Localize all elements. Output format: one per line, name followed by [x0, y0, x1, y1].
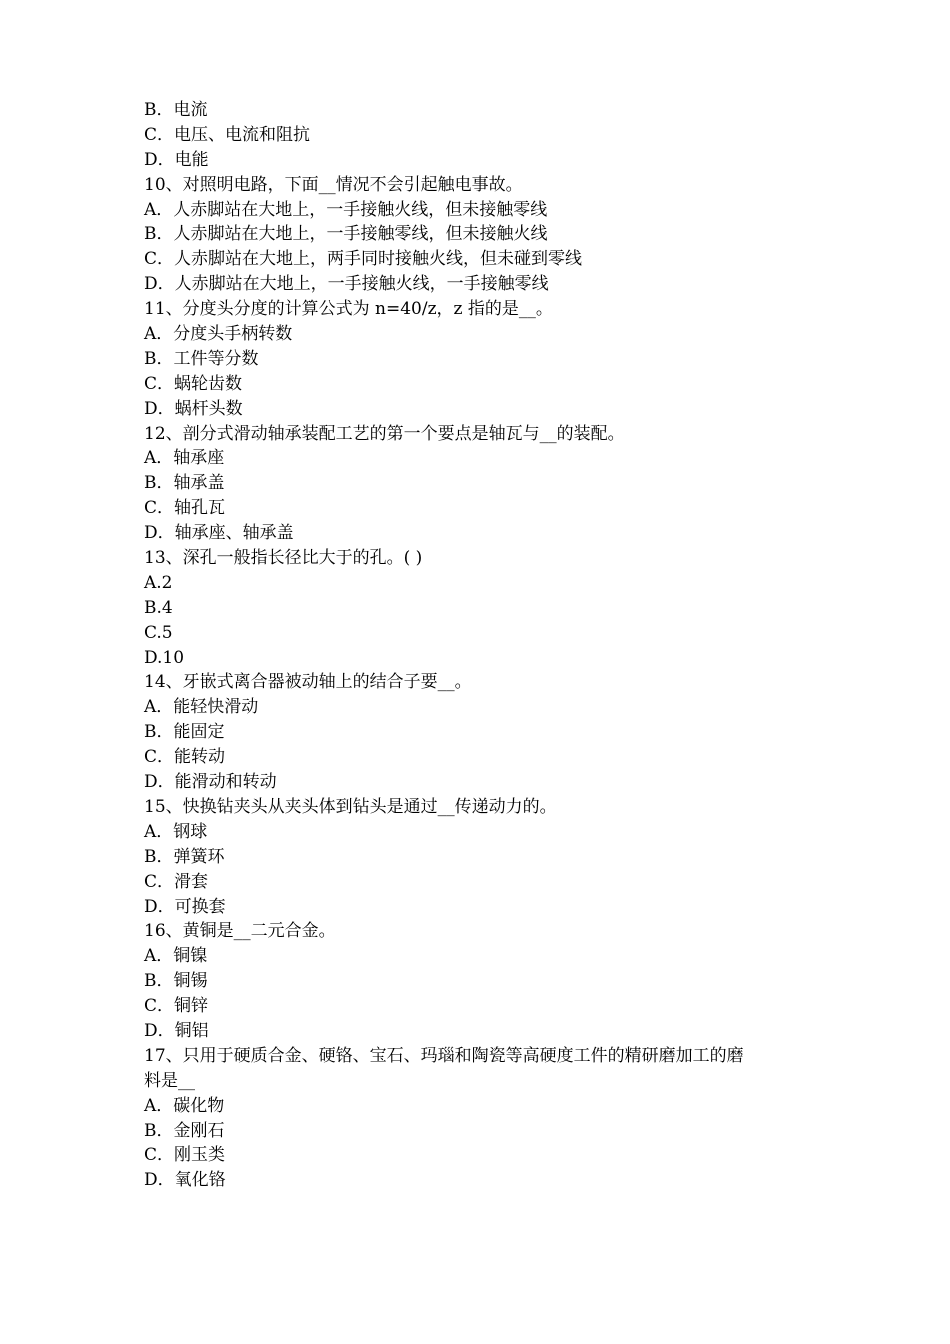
- text-line: A．碳化物: [144, 1095, 225, 1116]
- question-17-continued: 料是__: [144, 1070, 195, 1091]
- text-line: D．能滑动和转动: [144, 772, 277, 793]
- text-line: B．金刚石: [144, 1120, 225, 1141]
- question-16: 16、黄铜是__二元合金。: [144, 921, 336, 942]
- question-12: 12、剖分式滑动轴承装配工艺的第一个要点是轴瓦与__的装配。: [144, 423, 625, 444]
- text-line: A．人赤脚站在大地上，一手接触火线，但未接触零线: [144, 199, 548, 220]
- text-line: A．能轻快滑动: [144, 697, 259, 718]
- text-line: D．可换套: [144, 896, 226, 917]
- text-line: C．刚玉类: [144, 1145, 226, 1166]
- text-line: C．能转动: [144, 747, 226, 768]
- text-line: A．钢球: [144, 821, 208, 842]
- question-15: 15、快换钻夹头从夹头体到钻头是通过__传递动力的。: [144, 796, 557, 817]
- text-line: B．电流: [144, 100, 208, 120]
- question-10: 10、对照明电路，下面__情况不会引起触电事故。: [144, 174, 523, 195]
- text-line: C．蜗轮齿数: [144, 373, 243, 394]
- text-line: A．铜镍: [144, 946, 208, 967]
- text-line: D．铜铝: [144, 1020, 209, 1041]
- text-line: B．铜锡: [144, 971, 208, 992]
- text-line: C．电压、电流和阻抗: [144, 124, 311, 145]
- text-line: D．人赤脚站在大地上，一手接触火线，一手接触零线: [144, 274, 549, 295]
- question-13: 13、深孔一般指长径比大于的孔。( ): [144, 548, 423, 569]
- text-line: C．轴孔瓦: [144, 498, 226, 519]
- question-14: 14、牙嵌式离合器被动轴上的结合子要__。: [144, 672, 472, 693]
- text-line: C.5: [144, 622, 173, 643]
- text-line: B．人赤脚站在大地上，一手接触零线，但未接触火线: [144, 224, 548, 245]
- document-page: [144, 98, 834, 1193]
- question-11: 11、分度头分度的计算公式为 n=40/z，z 指的是__。: [144, 299, 553, 320]
- text-line: C．铜锌: [144, 996, 209, 1017]
- text-line: C．人赤脚站在大地上，两手同时接触火线，但未碰到零线: [144, 249, 583, 270]
- text-line: B.4: [144, 597, 173, 618]
- text-line: D.10: [144, 647, 185, 668]
- text-line: A．轴承座: [144, 448, 225, 469]
- text-line: A.2: [144, 572, 173, 593]
- text-line: B．轴承盖: [144, 473, 225, 494]
- question-17: 17、只用于硬质合金、硬铬、宝石、玛瑙和陶瓷等高硬度工件的精研磨加工的磨: [144, 1045, 744, 1066]
- text-line: B．弹簧环: [144, 846, 225, 867]
- text-line: C．滑套: [144, 871, 209, 892]
- text-line: A．分度头手柄转数: [144, 324, 293, 345]
- text-line: D．蜗杆头数: [144, 398, 243, 419]
- text-line: D．氧化铬: [144, 1170, 226, 1191]
- text-line: B．能固定: [144, 722, 225, 743]
- text-line: D．轴承座、轴承盖: [144, 523, 294, 544]
- text-line: D．电能: [144, 149, 209, 170]
- text-line: B．工件等分数: [144, 348, 259, 369]
